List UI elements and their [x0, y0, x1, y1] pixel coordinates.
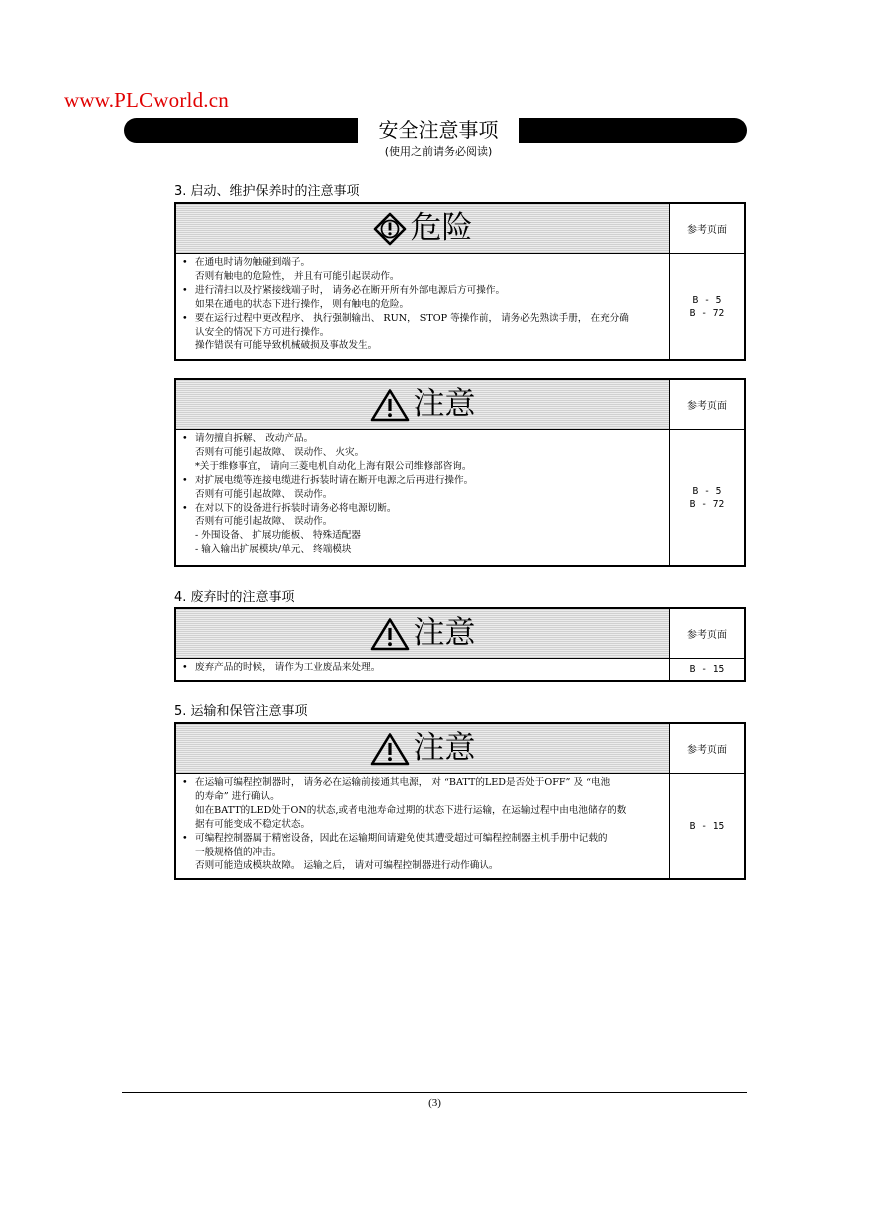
danger-box	[174, 202, 746, 361]
title-bar-right	[519, 118, 747, 143]
section-heading-disposal: 4. 废弃时的注意事项	[174, 590, 295, 605]
footer-divider	[122, 1092, 747, 1093]
page-subtitle: (使用之前请务必阅读)	[384, 145, 493, 158]
caution-box-content	[176, 774, 670, 879]
caution-line: 据有可能变成不稳定状态。	[195, 818, 311, 830]
caution-box-refs	[670, 774, 744, 879]
danger-diamond-exclamation-icon	[373, 212, 407, 246]
caution-box-ref-header: 参考页面	[687, 630, 727, 641]
danger-line: • 进行清扫以及拧紧接线端子时， 请务必在断开所有外部电源后方可操作。	[179, 284, 663, 298]
caution-box-refs	[670, 430, 744, 566]
section-heading-transport: 5. 运输和保管注意事项	[174, 704, 308, 719]
ref-page-link[interactable]: B - 15	[689, 664, 725, 676]
caution-line: • 对扩展电缆等连接电缆进行拆装时请在断开电源之后再进行操作。	[179, 474, 663, 488]
caution-triangle-exclamation-icon	[370, 617, 410, 651]
caution-line: • 在对以下的设备进行拆装时请务必将电源切断。	[179, 502, 663, 516]
danger-line: 认安全的情况下方可进行操作。	[195, 326, 330, 338]
caution-box-refs	[670, 659, 744, 681]
danger-line: 操作错误有可能导致机械破损及事故发生。	[195, 340, 378, 352]
caution-line: - 外围设备、 扩展功能板、 特殊适配器	[195, 530, 361, 542]
caution-box-content	[176, 430, 670, 566]
caution-line: 否则有可能引起故障、 误动作。	[195, 488, 333, 500]
caution-line: 如在BATT的LED处于ON的状态,或者电池寿命过期的状态下进行运输，在运输过程中由电池储存的数	[195, 804, 627, 816]
caution-line: *关于维修事宜， 请向三菱电机自动化上海有限公司维修部咨询。	[195, 460, 472, 472]
page-title: 安全注意事项	[378, 118, 499, 142]
caution-line: 否则可能造成模块故障。 运输之后， 请对可编程控制器进行动作确认。	[195, 860, 499, 872]
caution-box-title: 注意	[413, 730, 476, 766]
danger-line: 如果在通电的状态下进行操作， 则有触电的危险。	[195, 298, 410, 310]
caution-line: • 请勿擅自拆解、 改动产品。	[179, 432, 663, 446]
danger-box-title: 危险	[410, 210, 473, 246]
watermark-url[interactable]: www.PLCworld.cn	[64, 88, 229, 112]
danger-line: • 要在运行过程中更改程序、 执行强制输出、 RUN， STOP 等操作前， 请务必先熟读手册， 在充分确	[179, 312, 663, 326]
caution-line: • 可编程控制器属于精密设备，因此在运输期间请避免使其遭受超过可编程控制器主机手册中记载的	[179, 832, 663, 846]
caution-line: 的寿命” 进行确认。	[195, 790, 280, 802]
page-number: (3)	[428, 1097, 441, 1109]
danger-box-refs	[670, 254, 744, 360]
caution-box-transport	[174, 722, 746, 880]
caution-box-ref-header: 参考页面	[687, 745, 727, 756]
section-heading-startup: 3. 启动、维护保养时的注意事项	[174, 184, 360, 199]
ref-page-link[interactable]: B - 5	[692, 485, 722, 497]
caution-line: • 废弃产品的时候， 请作为工业废品来处理。	[179, 661, 663, 675]
danger-box-ref-header: 参考页面	[687, 225, 727, 236]
caution-line: • 在运输可编程控制器时， 请务必在运输前接通其电源， 对 “BATT的LED是否处于OFF” 及 “电池	[179, 776, 663, 790]
ref-page-link[interactable]: B - 72	[689, 308, 725, 319]
caution-line: - 输入输出扩展模块/单元、 终端模块	[195, 544, 352, 556]
caution-line: 一般规格值的冲击。	[195, 846, 282, 858]
ref-page-link[interactable]: B - 72	[689, 499, 725, 510]
caution-triangle-exclamation-icon	[370, 732, 410, 766]
caution-box-title: 注意	[413, 386, 476, 422]
caution-box-startup	[174, 378, 746, 567]
title-bar-left	[124, 118, 358, 143]
caution-box-title: 注意	[413, 615, 476, 651]
caution-triangle-exclamation-icon	[370, 388, 410, 422]
ref-page-link[interactable]: B - 5	[692, 294, 722, 306]
caution-box-disposal	[174, 607, 746, 682]
ref-page-link[interactable]: B - 15	[689, 820, 725, 832]
caution-box-content	[176, 659, 670, 681]
caution-line: 否则有可能引起故障、 误动作、 火灾。	[195, 446, 365, 458]
danger-line: 否则有触电的危险性， 并且有可能引起误动作。	[195, 270, 400, 282]
danger-line: • 在通电时请勿触碰到端子。	[179, 256, 663, 270]
caution-box-ref-header: 参考页面	[687, 401, 727, 412]
caution-line: 否则有可能引起故障、 误动作。	[195, 516, 333, 528]
danger-box-content	[176, 254, 670, 360]
